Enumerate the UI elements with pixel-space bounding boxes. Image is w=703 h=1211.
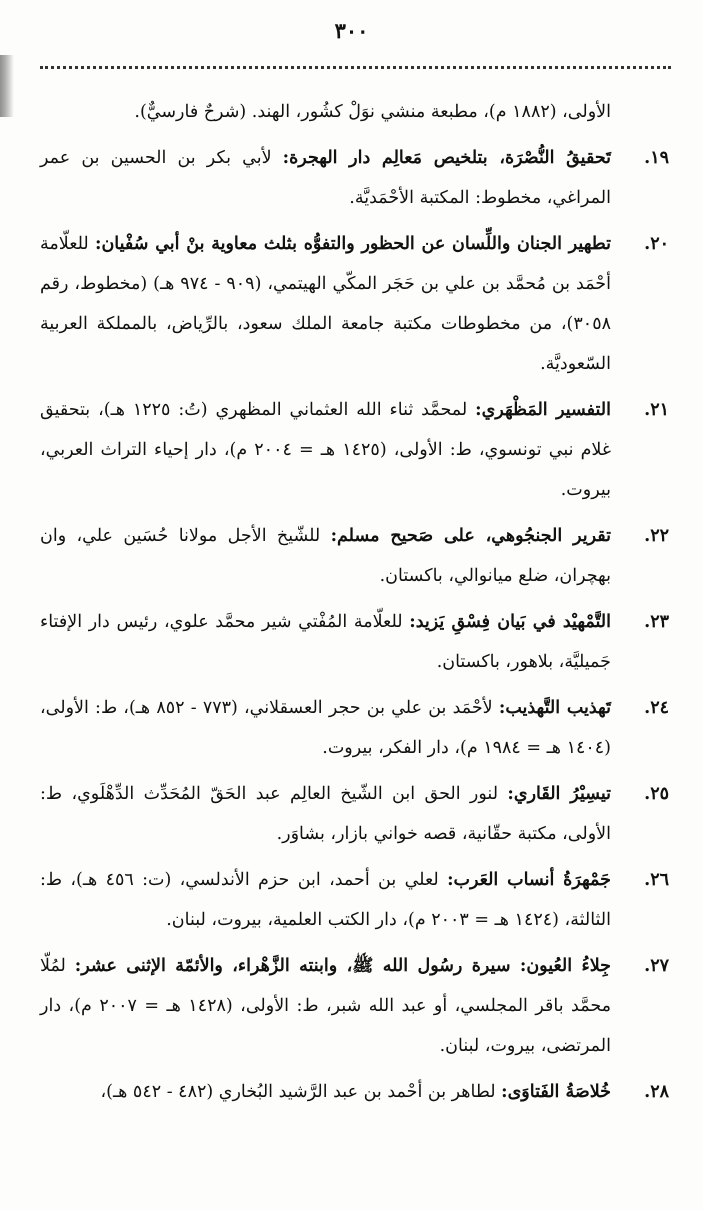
bibliography-entry xyxy=(40,516,669,596)
entry-number: ٢٧. xyxy=(644,956,669,976)
entry-title: تَهذيب التَّهذيب: xyxy=(498,698,611,718)
entry-text: لأبي بكر بن الحسين بن عمر المراغي، مخطوط: المكتبة الأحْمَديَّة. xyxy=(40,148,611,208)
bibliography-entry xyxy=(40,1072,669,1112)
entry-text: للعلّامة أحْمَد بن مُحمَّد بن علي بن حَجَر المكّي الهيتمي، (٩٠٩ - ٩٧٤ هـ) (مخطوط، رقم ٣٠٥٨)، من مخطوطات مكتبة جامعة الملك سعود، بالرِّياض، بالمملكة العربية السّعوديَّة. xyxy=(40,234,611,374)
entry-text: لمحمَّد ثناء الله العثماني المظهري (تُ: ١٢٢٥ هـ)، بتحقيق غلام نبي تونسوي، ط: الأولى، (١٤٢٥ هـ = ٢٠٠٤ م)، دار إحياء التراث العربي، بيروت. xyxy=(40,400,611,500)
entry-title: التَّمْهيْد في بَيان فِسْقِ يَزيد: xyxy=(409,612,611,632)
entry-body xyxy=(40,946,611,1066)
bibliography-entry xyxy=(40,774,669,854)
entry-title: خُلاصَةُ الفَتاوَى: xyxy=(501,1082,611,1102)
bibliography-entry xyxy=(40,602,669,682)
entry-text: لأحْمَد بن علي بن حجر العسقلاني، (٧٧٣ - ٨٥٢ هـ)، ط: الأولى، (١٤٠٤ هـ = ١٩٨٤ م)، دار الفكر، بيروت. xyxy=(40,698,611,758)
entry-title: تطهير الجنان واللِّسان عن الحظور والتفوُّه بثلث معاوية بنْ أبي سُفْيان: xyxy=(95,234,611,254)
entry-text: لنور الحق ابن الشّيخ العالِم عبد الحَقّ المُحَدِّث الدِّهْلَوي، ط: الأولى، مكتبة حقّانية، قصه خواني بازار، بشاوَر. xyxy=(40,784,611,844)
entry-title: جِلاءُ العُيون: سيرة رسُول الله ﷺ، وابنته الزَّهْراء، والأئمّة الإثنى عشر: xyxy=(74,956,611,976)
entry-number: ٢٦. xyxy=(644,870,669,890)
entry-title: التفسير المَظْهَري: xyxy=(475,400,611,420)
entry-number: ٢٤. xyxy=(644,698,669,718)
header-divider xyxy=(40,66,671,69)
entry-title: تقرير الجنجُوهي، على صَحيح مسلم: xyxy=(330,526,611,546)
entry-text: لمُلّا محمَّد باقر المجلسي، أو عبد الله شبر، ط: الأولى، (١٤٢٨ هـ = ٢٠٠٧ م)، دار المرتضى، بيروت، لبنان. xyxy=(40,956,611,1056)
entry-body xyxy=(40,774,611,854)
bibliography-entry xyxy=(40,688,669,768)
entry-number: ١٩. xyxy=(644,148,669,168)
entry-body xyxy=(40,860,611,940)
entry-text: للشّيخ الأجل مولانا حُسَين علي، وان بهچران، ضلع ميانوالي، باكستان. xyxy=(40,526,611,586)
entry-body xyxy=(40,92,611,132)
entry-body xyxy=(40,688,611,768)
entry-body xyxy=(40,390,611,510)
entry-text: لعلي بن أحمد، ابن حزم الأندلسي، (ت: ٤٥٦ هـ)، ط: الثالثة، (١٤٢٤ هـ = ٢٠٠٣ م)، دار الكتب العلمية، بيروت، لبنان. xyxy=(40,870,611,930)
entry-text: لطاهر بن أحْمد بن عبد الرَّشيد البُخاري (٤٨٢ - ٥٤٢ هـ)، xyxy=(100,1082,502,1102)
bibliography-list xyxy=(40,92,669,1118)
entry-body xyxy=(40,1072,611,1112)
bibliography-entry xyxy=(40,92,669,132)
entry-text: للعلّامة المُفْتي شير محمَّد علوي، رئيس دار الإفتاء جَميليَّة، بلاهور، باكستان. xyxy=(40,612,611,672)
entry-body xyxy=(40,224,611,384)
bibliography-entry xyxy=(40,860,669,940)
entry-title: تيسِيْرُ القَاري: xyxy=(507,784,611,804)
entry-title: تَحقيقُ النُّصْرَة، بتلخيص مَعالِم دار الهجرة: xyxy=(282,148,611,168)
bibliography-entry xyxy=(40,224,669,384)
entry-body xyxy=(40,138,611,218)
entry-number: ٢٣. xyxy=(644,612,669,632)
entry-body xyxy=(40,516,611,596)
entry-text: الأولى، (١٨٨٢ م)، مطبعة منشي نوَلْ كشُور، الهند. (شرحٌ فارسيٌّ). xyxy=(134,102,611,122)
bibliography-entry xyxy=(40,946,669,1066)
bibliography-entry xyxy=(40,138,669,218)
bibliography-entry xyxy=(40,390,669,510)
entry-number: ٢٨. xyxy=(644,1082,669,1102)
entry-number: ٢٥. xyxy=(644,784,669,804)
entry-title: جَمْهرَةُ أنساب العَرب: xyxy=(447,870,611,890)
page-number: ٣٠٠ xyxy=(334,18,369,43)
entry-number: ٢١. xyxy=(644,400,669,420)
entry-body xyxy=(40,602,611,682)
binding-shadow xyxy=(0,55,14,117)
entry-number: ٢٠. xyxy=(644,234,669,254)
entry-number: ٢٢. xyxy=(644,526,669,546)
